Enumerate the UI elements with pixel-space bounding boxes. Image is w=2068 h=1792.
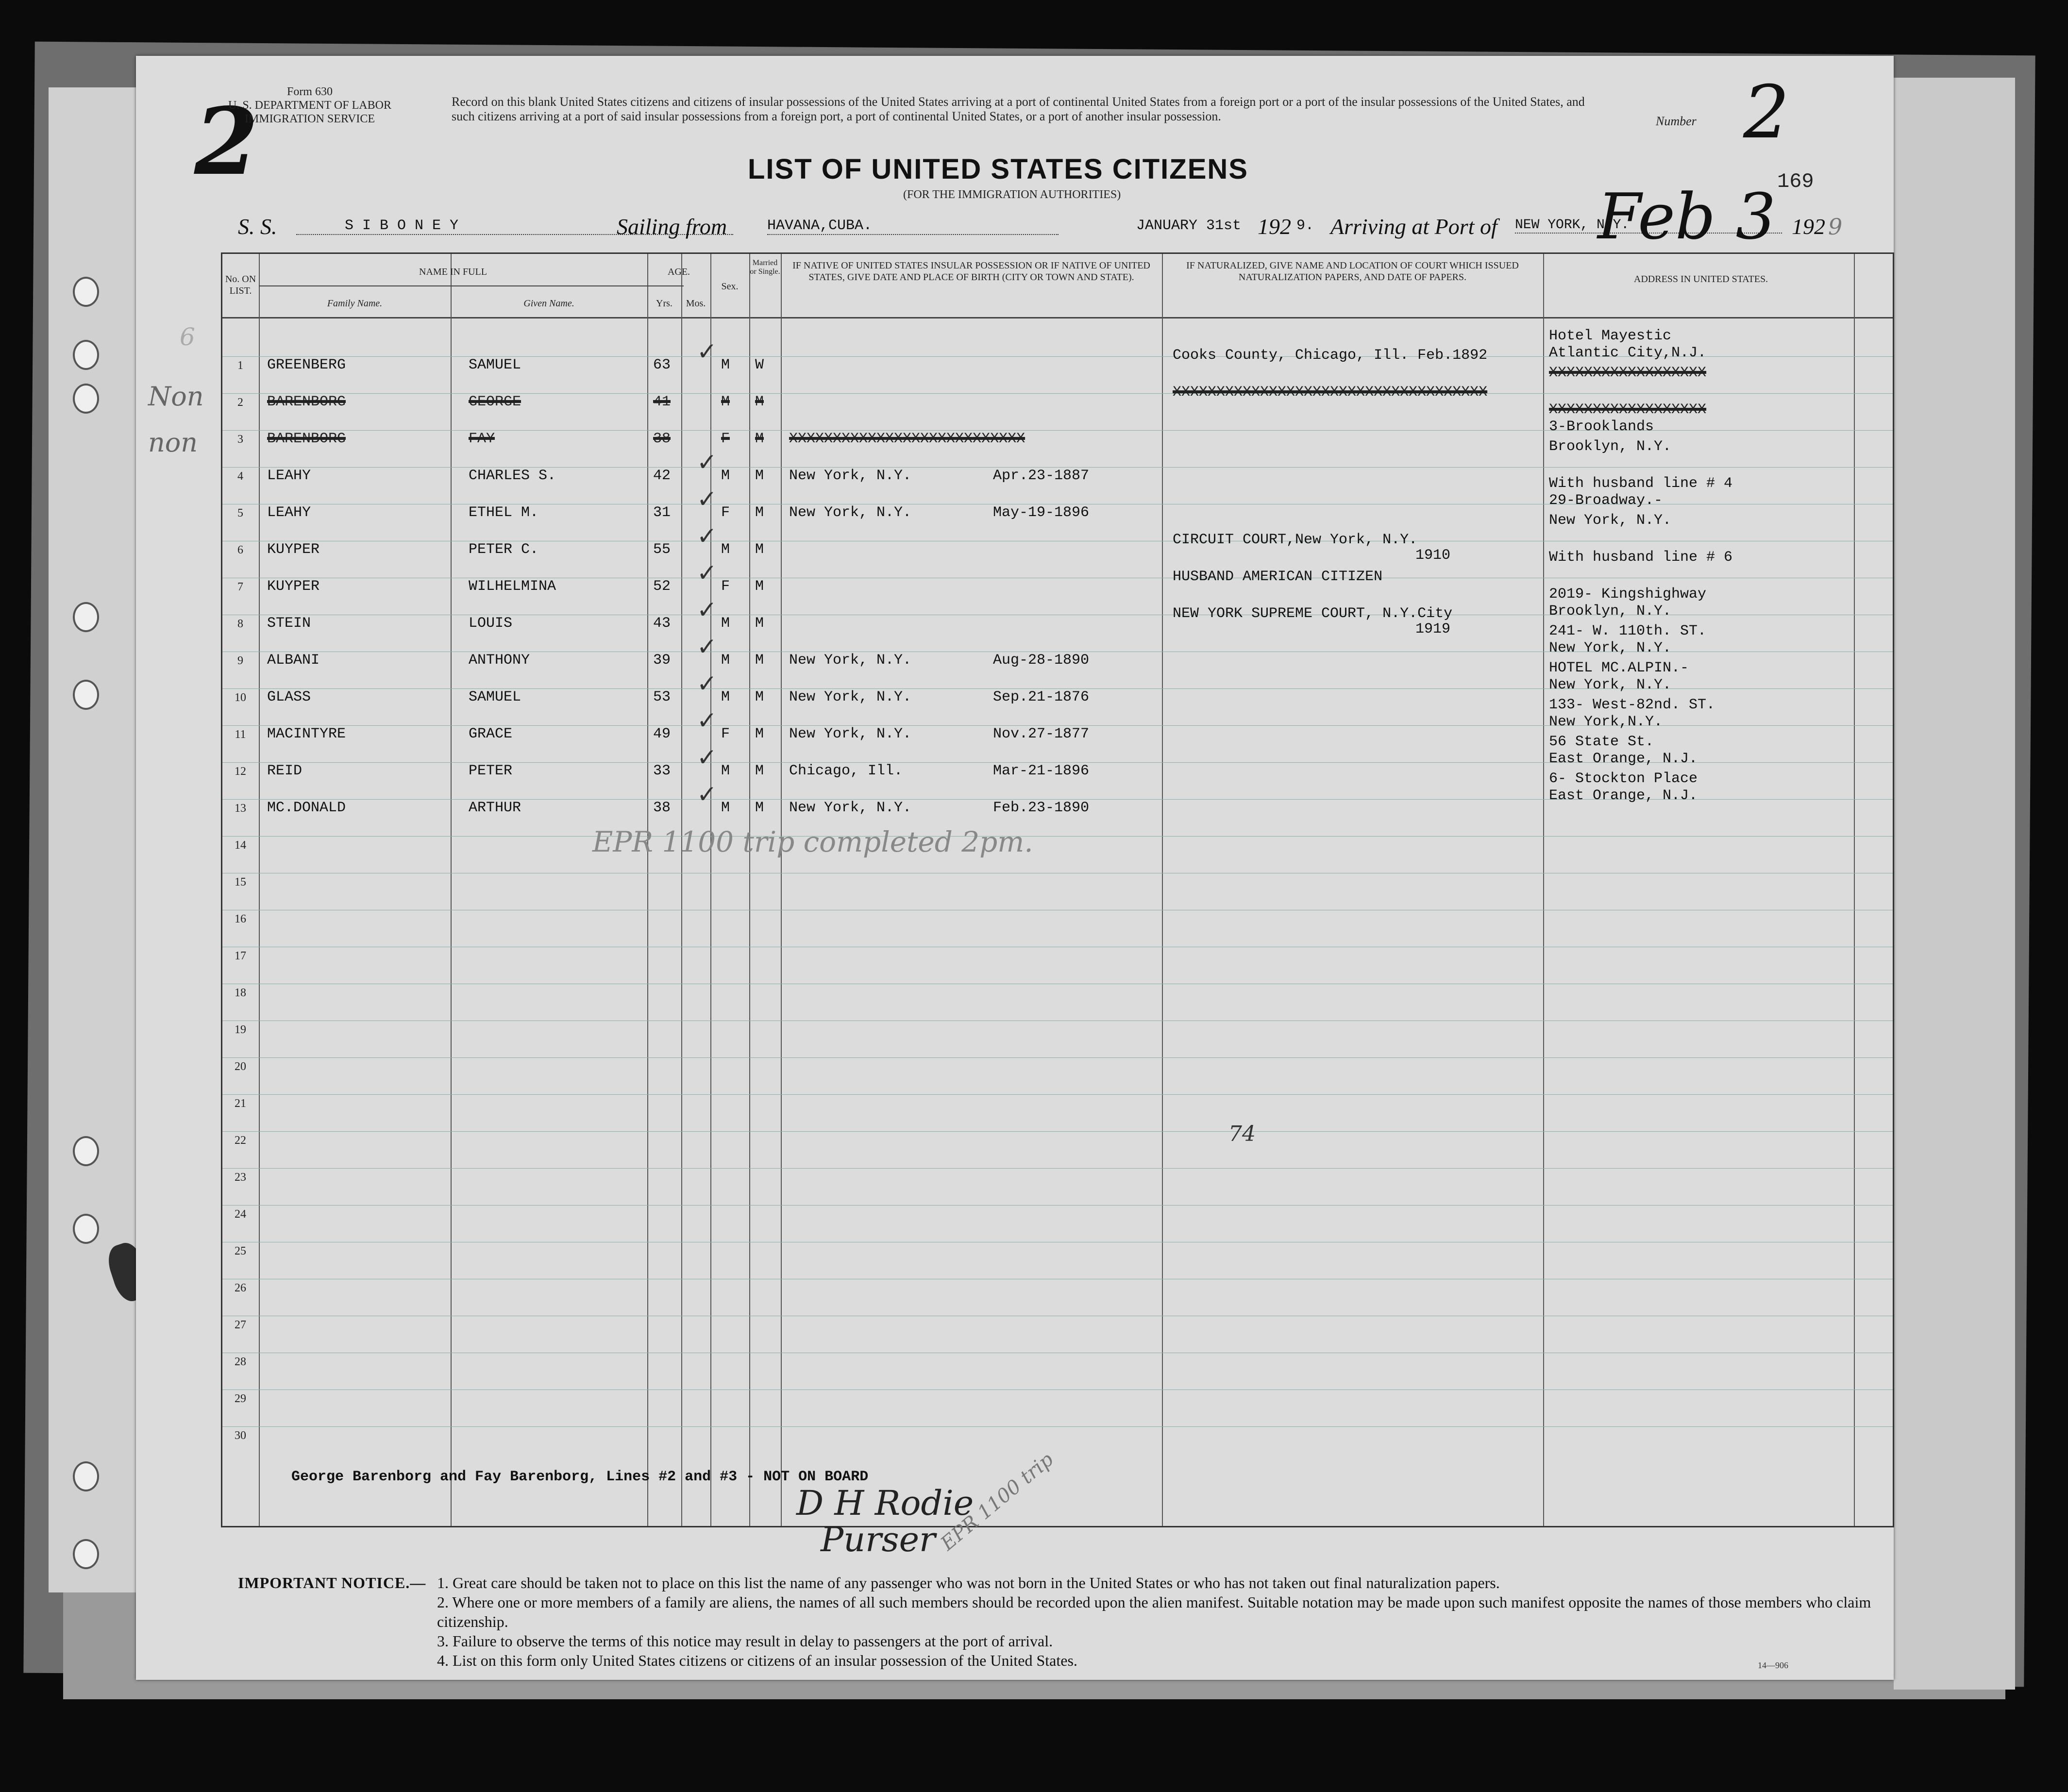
family-name: LEAHY xyxy=(267,504,311,521)
address-line: XXXXXXXXXXXXXXXXXX xyxy=(1549,365,1707,381)
sex: F xyxy=(721,578,730,595)
address-line: With husband line # 6 xyxy=(1549,549,1733,566)
family-name: KUYPER xyxy=(267,578,320,595)
row-number: 10 xyxy=(235,691,246,704)
birth-date: May-19-1896 xyxy=(993,504,1090,521)
age-years: 38 xyxy=(653,431,671,447)
background-sheet-left xyxy=(49,87,146,1592)
address-line: 133- West-82nd. ST. xyxy=(1549,697,1715,713)
punch-hole xyxy=(73,680,99,710)
header-no-on-list: No. ON LIST. xyxy=(225,274,256,296)
sex: M xyxy=(721,689,730,705)
family-name: LEAHY xyxy=(267,468,311,484)
birth-place: XXXXXXXXXXXXXXXXXXXXXXXXXXX xyxy=(789,431,1026,447)
background-sheet-right xyxy=(1894,78,2015,1690)
family-name: MC.DONALD xyxy=(267,800,346,816)
row-number: 13 xyxy=(235,802,246,815)
address-line: 3-Brooklands xyxy=(1549,419,1654,435)
row-number: 14 xyxy=(235,839,246,852)
sex: M xyxy=(721,615,730,632)
row-number: 1 xyxy=(237,359,243,372)
birth-place: New York, N.Y. xyxy=(789,726,912,742)
form-number: Form 630 xyxy=(286,85,333,98)
naturalization-year: 1919 xyxy=(1415,621,1451,637)
row-number: 15 xyxy=(235,876,246,888)
address-line: Atlantic City,N.J. xyxy=(1549,345,1707,361)
marital-status: M xyxy=(755,726,764,742)
given-name: ANTHONY xyxy=(469,652,530,669)
check-mark: ✓ xyxy=(697,596,717,623)
handwritten-corner-number: 2 xyxy=(194,87,259,196)
margin-note: Non xyxy=(148,381,204,412)
row-number: 4 xyxy=(237,470,243,483)
row-number: 23 xyxy=(235,1171,246,1184)
row-number: 24 xyxy=(235,1208,246,1221)
punch-hole xyxy=(73,602,99,632)
age-years: 53 xyxy=(653,689,671,705)
check-mark: ✓ xyxy=(697,522,717,550)
margin-note: non xyxy=(148,427,198,458)
given-name: GRACE xyxy=(469,726,513,742)
page-subtitle: (FOR THE IMMIGRATION AUTHORITIES) xyxy=(903,188,1121,201)
birth-place: New York, N.Y. xyxy=(789,468,912,484)
address-line: New York, N.Y. xyxy=(1549,640,1672,656)
col-divider xyxy=(710,254,711,1526)
header-given-name: Given Name. xyxy=(523,298,574,309)
ss-label: S. S. xyxy=(238,214,277,239)
row-number: 22 xyxy=(235,1134,246,1147)
address-line: 241- W. 110th. ST. xyxy=(1549,623,1707,639)
family-name: STEIN xyxy=(267,615,311,632)
row-rule xyxy=(222,1131,1893,1132)
row-number: 26 xyxy=(235,1282,246,1294)
birth-date: Nov.27-1877 xyxy=(993,726,1090,742)
row-number: 18 xyxy=(235,987,246,999)
given-name: WILHELMINA xyxy=(469,578,556,595)
notice-item: 2. Where one or more members of a family are aliens, the names of all such members should be recorded upon the alien manifest. Suitable notation may be made upon such manifest opposite the names of those members who claim citizenship. xyxy=(437,1593,1871,1630)
family-name: MACINTYRE xyxy=(267,726,346,742)
header-age: AGE. xyxy=(667,267,690,277)
age-years: 33 xyxy=(653,763,671,779)
check-mark: ✓ xyxy=(697,486,717,513)
page-number: 169 xyxy=(1777,170,1814,193)
row-number: 5 xyxy=(237,507,243,519)
check-mark: ✓ xyxy=(697,670,717,697)
sex: M xyxy=(721,800,730,816)
address-line: New York,N.Y. xyxy=(1549,714,1663,730)
family-name: BARENBORG xyxy=(267,431,346,447)
col-divider xyxy=(681,254,682,1526)
arrival-year: 192 xyxy=(1792,214,1825,239)
age-years: 55 xyxy=(653,541,671,558)
given-name: FAY xyxy=(469,431,495,447)
sex: M xyxy=(721,763,730,779)
marital-status: M xyxy=(755,763,764,779)
birth-place: New York, N.Y. xyxy=(789,689,912,705)
header-naturalized: IF NATURALIZED, GIVE NAME AND LOCATION OF COURT WHICH ISSUED NATURALIZATION PAPERS, AND DATE OF PAPERS. xyxy=(1186,260,1519,283)
marital-status: M xyxy=(755,578,764,595)
punch-hole xyxy=(73,1461,99,1491)
footer-not-on-board-note: George Barenborg and Fay Barenborg, Lines #2 and #3 - NOT ON BOARD xyxy=(291,1469,869,1485)
naturalization-court: Cooks County, Chicago, Ill. Feb.1892 xyxy=(1173,347,1488,364)
sailing-label: Sailing from xyxy=(617,214,727,239)
row-number: 3 xyxy=(237,433,243,446)
row-number: 9 xyxy=(237,654,243,667)
birth-place: New York, N.Y. xyxy=(789,504,912,521)
birth-place: New York, N.Y. xyxy=(789,652,912,669)
punch-hole xyxy=(73,277,99,307)
header-rule xyxy=(222,317,1893,318)
row-number: 2 xyxy=(237,396,243,409)
age-years: 52 xyxy=(653,578,671,595)
row-number: 17 xyxy=(235,950,246,962)
row-rule xyxy=(222,1205,1893,1206)
address-line: Brooklyn, N.Y. xyxy=(1549,438,1672,455)
row-number: 19 xyxy=(235,1023,246,1036)
row-number: 7 xyxy=(237,581,243,593)
marital-status: M xyxy=(755,689,764,705)
page-title: LIST OF UNITED STATES CITIZENS xyxy=(748,153,1248,185)
address-line: Hotel Mayestic xyxy=(1549,328,1672,344)
given-name: CHARLES S. xyxy=(469,468,556,484)
check-mark: ✓ xyxy=(697,338,717,365)
address-line: 56 State St. xyxy=(1549,734,1654,750)
sailing-year-suffix: 9. xyxy=(1296,218,1314,234)
marital-status: M xyxy=(755,541,764,558)
given-name: PETER xyxy=(469,763,513,779)
sex: F xyxy=(721,431,730,447)
punch-hole xyxy=(73,340,99,370)
header-name-in-full: NAME IN FULL xyxy=(419,267,487,277)
address-line: East Orange, N.J. xyxy=(1549,787,1698,804)
col-divider xyxy=(1854,254,1855,1526)
notice-item: 3. Failure to observe the terms of this notice may result in delay to passengers at the port of arrival. xyxy=(437,1632,1053,1650)
notice-items xyxy=(437,1573,1874,1670)
sailing-year: 192 xyxy=(1258,214,1291,239)
sex: F xyxy=(721,726,730,742)
address-line: HOTEL MC.ALPIN.- xyxy=(1549,660,1689,676)
birth-date: Apr.23-1887 xyxy=(993,468,1090,484)
check-mark: ✓ xyxy=(697,744,717,771)
header-yrs: Yrs. xyxy=(656,298,673,309)
row-rule xyxy=(222,1426,1893,1427)
handwritten-mark: 74 xyxy=(1228,1122,1256,1146)
header-sex: Sex. xyxy=(721,281,739,292)
naturalization-court: NEW YORK SUPREME COURT, N.Y.City xyxy=(1173,605,1453,622)
naturalization-court: CIRCUIT COURT,New York, N.Y. xyxy=(1173,532,1418,548)
age-years: 42 xyxy=(653,468,671,484)
col-divider xyxy=(1543,254,1544,1526)
given-name: SAMUEL xyxy=(469,689,521,705)
age-years: 41 xyxy=(653,394,671,410)
row-number: 29 xyxy=(235,1392,246,1405)
family-name: GREENBERG xyxy=(267,357,346,373)
given-name: GEORGE xyxy=(469,394,521,410)
header-family-name: Family Name. xyxy=(327,298,383,309)
punch-hole xyxy=(73,384,99,414)
sailing-date: JANUARY 31st xyxy=(1136,218,1242,234)
col-divider xyxy=(781,254,782,1526)
birth-date: Mar-21-1896 xyxy=(993,763,1090,779)
age-years: 63 xyxy=(653,357,671,373)
number-label: Number xyxy=(1656,114,1697,128)
row-number: 6 xyxy=(237,544,243,556)
check-mark: ✓ xyxy=(697,781,717,808)
sex: M xyxy=(721,394,730,410)
col-divider xyxy=(749,254,750,1526)
sex: M xyxy=(721,652,730,669)
marital-status: M xyxy=(755,431,764,447)
birth-place: Chicago, Ill. xyxy=(789,763,903,779)
punch-hole xyxy=(73,1136,99,1166)
notice-item: 4. List on this form only United States citizens or citizens of an insular possession of the United States. xyxy=(437,1652,1077,1669)
address-line: New York, N.Y. xyxy=(1549,512,1672,529)
row-rule xyxy=(222,1094,1893,1095)
arriving-port: NEW YORK, N.Y. xyxy=(1515,218,1782,234)
row-rule xyxy=(222,1057,1893,1058)
form-identifier xyxy=(228,85,391,126)
side-note: EPR 1100 trip xyxy=(936,1448,1058,1555)
marital-status: M xyxy=(755,504,764,521)
birth-date: Sep.21-1876 xyxy=(993,689,1090,705)
given-name: PETER C. xyxy=(469,541,539,558)
row-number: 21 xyxy=(235,1097,246,1110)
sex: F xyxy=(721,504,730,521)
purser-title: Purser xyxy=(821,1520,936,1559)
address-line: Brooklyn, N.Y. xyxy=(1549,603,1672,620)
row-number: 27 xyxy=(235,1319,246,1331)
age-years: 49 xyxy=(653,726,671,742)
row-number: 30 xyxy=(235,1429,246,1442)
naturalization-court: XXXXXXXXXXXXXXXXXXXXXXXXXXXXXXXXXXXX xyxy=(1173,384,1488,401)
check-mark: ✓ xyxy=(697,449,717,476)
check-mark: ✓ xyxy=(697,633,717,660)
row-number: 16 xyxy=(235,913,246,925)
arrival-date-handwritten: Feb 3 xyxy=(1597,180,1776,253)
trip-completed-note: EPR 1100 trip completed 2pm. xyxy=(592,825,1033,858)
department-name: U. S. DEPARTMENT OF LABOR xyxy=(228,99,391,112)
notice-item: 1. Great care should be taken not to place on this list the name of any passenger who was not born in the United States or who has not taken out final naturalization papers. xyxy=(437,1574,1500,1591)
marital-status: M xyxy=(755,615,764,632)
col-divider xyxy=(1162,254,1163,1526)
row-rule xyxy=(222,1168,1893,1169)
given-name: ARTHUR xyxy=(469,800,521,816)
header-address: ADDRESS IN UNITED STATES. xyxy=(1633,274,1768,285)
check-mark: ✓ xyxy=(697,707,717,734)
birth-date: Feb.23-1890 xyxy=(993,800,1090,816)
address-line: XXXXXXXXXXXXXXXXXX xyxy=(1549,402,1707,418)
arriving-label: Arriving at Port of xyxy=(1330,214,1497,239)
row-number: 20 xyxy=(235,1060,246,1073)
address-line: 2019- Kingshighway xyxy=(1549,586,1707,603)
marital-status: M xyxy=(755,800,764,816)
list-number: 2 xyxy=(1743,70,1790,155)
row-number: 12 xyxy=(235,765,246,778)
punch-hole xyxy=(73,1539,99,1569)
margin-note: 6 xyxy=(180,323,195,351)
family-name: KUYPER xyxy=(267,541,320,558)
family-name: BARENBORG xyxy=(267,394,346,410)
service-name: IMMIGRATION SERVICE xyxy=(244,113,375,125)
age-years: 31 xyxy=(653,504,671,521)
col-divider xyxy=(647,254,648,1526)
ship-name: S I B O N E Y xyxy=(296,218,733,235)
row-number: 8 xyxy=(237,618,243,630)
age-years: 43 xyxy=(653,615,671,632)
purser-signature: D H Rodie xyxy=(796,1483,974,1523)
family-name: GLASS xyxy=(267,689,311,705)
birth-place: New York, N.Y. xyxy=(789,800,912,816)
marital-status: M xyxy=(755,394,764,410)
header-married-single: Married or Single. xyxy=(750,259,780,276)
sex: M xyxy=(721,468,730,484)
address-line: East Orange, N.J. xyxy=(1549,751,1698,767)
naturalization-year: 1910 xyxy=(1415,547,1451,564)
sailing-from: HAVANA,CUBA. xyxy=(767,218,1059,235)
family-name: ALBANI xyxy=(267,652,320,669)
header-birth: IF NATIVE OF UNITED STATES INSULAR POSSESSION OR IF NATIVE OF UNITED STATES, GIVE DATE AND PLACE OF BIRTH (CITY OR TOWN AND STATE). xyxy=(792,260,1150,283)
address-line: 6- Stockton Place xyxy=(1549,770,1698,787)
header-subrule xyxy=(259,285,684,286)
address-line: With husband line # 4 xyxy=(1549,475,1733,492)
birth-date: Aug-28-1890 xyxy=(993,652,1090,669)
address-line: 29-Broadway.- xyxy=(1549,492,1663,509)
arrival-year-suffix: 9 xyxy=(1828,214,1843,240)
marital-status: M xyxy=(755,652,764,669)
given-name: SAMUEL xyxy=(469,357,521,373)
check-mark: ✓ xyxy=(697,559,717,586)
family-name: REID xyxy=(267,763,303,779)
age-years: 39 xyxy=(653,652,671,669)
row-number: 28 xyxy=(235,1356,246,1368)
notice-heading: IMPORTANT NOTICE.— xyxy=(238,1574,426,1591)
marital-status: W xyxy=(755,357,764,373)
row-number: 11 xyxy=(235,728,246,741)
age-years: 38 xyxy=(653,800,671,816)
punch-hole xyxy=(73,1214,99,1244)
marital-status: M xyxy=(755,468,764,484)
form-code: 14—906 xyxy=(1758,1660,1788,1670)
header-mos: Mos. xyxy=(686,298,706,309)
address-line: New York, N.Y. xyxy=(1549,677,1672,693)
col-divider xyxy=(451,254,452,1526)
sex: M xyxy=(721,541,730,558)
row-rule xyxy=(222,836,1893,837)
form-instructions: Record on this blank United States citizens and citizens of insular possessions of the United States arriving at a port of continental United States from a foreign port or a port of the insular possessions of the United States, and such citizens arriving at a port of said insular possessions from a foreign port, a port of continental United States, or a port of another insular possession. xyxy=(452,95,1585,123)
row-number: 25 xyxy=(235,1245,246,1257)
given-name: ETHEL M. xyxy=(469,504,539,521)
given-name: LOUIS xyxy=(469,615,513,632)
naturalization-court: HUSBAND AMERICAN CITIZEN xyxy=(1173,569,1383,585)
sex: M xyxy=(721,357,730,373)
